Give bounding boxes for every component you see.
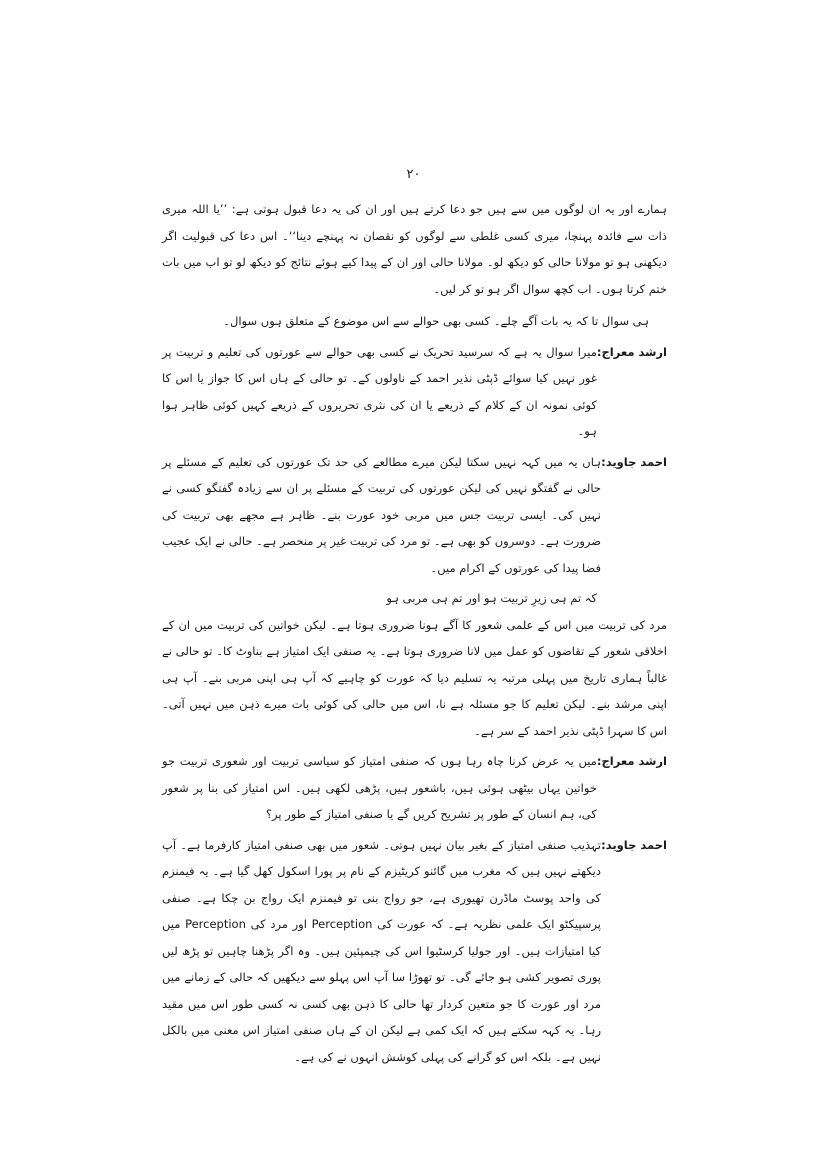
speaker-text: میں یہ عرض کرنا چاہ رہا ہوں کہ صنفی امتیاز کو سیاسی تربیت اور شعوری تربیت جو خواتین یہاں بیٹھی ہوئی ہیں، باشعور ہیں، پڑھی لکھی ہیں۔ اس امتیاز کی بنا پر شعور کی، ہم انسان کے طور پر تشریح کریں گے یا صنفی امتیاز کے طور پر؟	[162, 754, 597, 821]
speaker-name: ارشد معراج:	[596, 344, 667, 359]
speaker-text: میرا سوال یہ ہے کہ سرسید تحریک نے کسی بھی حوالے سے عورتوں کی تعلیم و تربیت پر غور نہیں کیا سوائے ڈپٹی نذیر احمد کے ناولوں کے۔ تو حالی کے ہاں اس کا جواز یا اس کا کوئی نمونہ ان کے کلام کے ذریعے یا ان کی نثری تحریروں کے ذریعے کہیں کوئی ظاہر ہوا ہو۔	[162, 344, 597, 438]
dialogue-entry	[162, 748, 667, 828]
speaker-text: تہذیب صنفی امتیاز کے بغیر بیان نہیں ہوتی۔ شعور میں بھی صنفی امتیاز کارفرما ہے۔ آپ دیکھتے نہیں ہیں کہ مغرب میں گائنو کریٹیزم کے نام پر پورا اسکول کھل گیا ہے۔ یہ فیمنزم کی واحد پوسٹ ماڈرن تھیوری ہے، جو رواج بنی تو فیمنزم ایک رواج بن چکا ہے۔ صنفی پرسپیکٹو ایک علمی نظریہ ہے۔ کہ عورت کی Perception اور مرد کی Perception میں کیا امتیازات ہیں۔ اور جولیا کرسٹیوا اس کی چیمپئین ہیں۔ وہ اگر پڑھنا چاہیں تو پڑھ لیں پوری تصویر کشی ہو جائے گی۔ تو تھوڑا سا آپ اس پہلو سے دیکھیں کہ حالی کے زمانے میں مرد اور عورت کا جو متعین کردار تھا حالی کا ذہن بھی کسی نہ کسی طور اس میں مقید رہا۔ یہ کہہ سکتے ہیں کہ ایک کمی ہے لیکن ان کے ہاں صنفی امتیاز اس معنی میں بالکل نہیں ہے۔ بلکہ اس کو گرانے کی پہلی کوشش انہوں نے کی ہے۔	[162, 837, 601, 1064]
speaker-text: ہاں یہ میں کہہ نہیں سکتا لیکن میرے مطالعے کی حد تک عورتوں کی تعلیم کے مسئلے پر حالی نے گفتگو نہیں کی لیکن عورتوں کی تربیت کے مسئلے پر ان سے زیادہ گفتگو کسی نے نہیں کی۔ ایسی تربیت جس میں مربی خود عورت بنے۔ ظاہر ہے مجھے بھی تربیت کی ضرورت ہے۔ دوسروں کو بھی ہے۔ تو مرد کی تربیت غیر پر منحصر ہے۔ حالی نے ایک عجیب فضا پیدا کی عورتوں کے اکرام میں۔	[162, 454, 601, 575]
speaker-name: احمد جاوید:	[601, 837, 667, 852]
speaker-name: احمد جاوید:	[601, 454, 667, 469]
page-body	[162, 196, 667, 1070]
dialogue-entry	[162, 832, 667, 1071]
speaker-name: ارشد معراج:	[596, 754, 667, 768]
intro-paragraph: ہمارے اور یہ ان لوگوں میں سے ہیں جو دعا کرتے ہیں اور ان کی یہ دعا قبول ہوتی ہے: ’’یا اللہ میری ذات سے فائدہ پہنچا، میری کسی غلطی سے لوگوں کو نقصان نہ پہنچے دینا‘‘۔ اس دعا کی قبولیت اگر دیکھنی ہو تو مولانا حالی کو دیکھ لو۔ مولانا حالی اور ان کے پیدا کیے ہوئے نتائج کو دیکھ لو تو اب میں بات ختم کرتا ہوں۔ اب کچھ سوال اگر ہو تو کر لیں۔	[162, 202, 667, 296]
dialogue-entry	[162, 449, 667, 582]
prompt-line: ہی سوال تا کہ یہ بات آگے چلے۔ کسی بھی حوالے سے اس موضوع کے متعلق ہوں سوال۔	[223, 314, 649, 328]
continuation-paragraph: مرد کی تربیت میں اس کے علمی شعور کا آگے ہونا ضروری ہوتا ہے۔ لیکن خواتین کی تربیت میں ان کے اخلاقی شعور کے تقاضوں کو عمل میں لانا ضروری ہوتا ہے۔ یہ صنفی ایک امتیاز ہے بناوٹ کا۔ تو حالی نے غالباً ہماری تاریخ میں پہلی مرتبہ یہ تسلیم دیا کہ عورت کو چاہیے کہ آپ ہی اپنی مربی بنے۔ آپ ہی اپنی مرشد بنے۔ لیکن تعلیم کا جو مسئلہ ہے نا، اس میں حالی کی کوئی بات میرے ذہن میں نہیں آتی۔ اس کا سہرا ڈپٹی نذیر احمد کے سر ہے۔	[162, 617, 667, 738]
page-number: ۲۰	[406, 167, 421, 182]
dialogue-entry	[162, 339, 667, 445]
verse-line: کہ تم ہی زیرِ تربیت ہو اور تم ہی مربی ہو	[386, 591, 597, 605]
